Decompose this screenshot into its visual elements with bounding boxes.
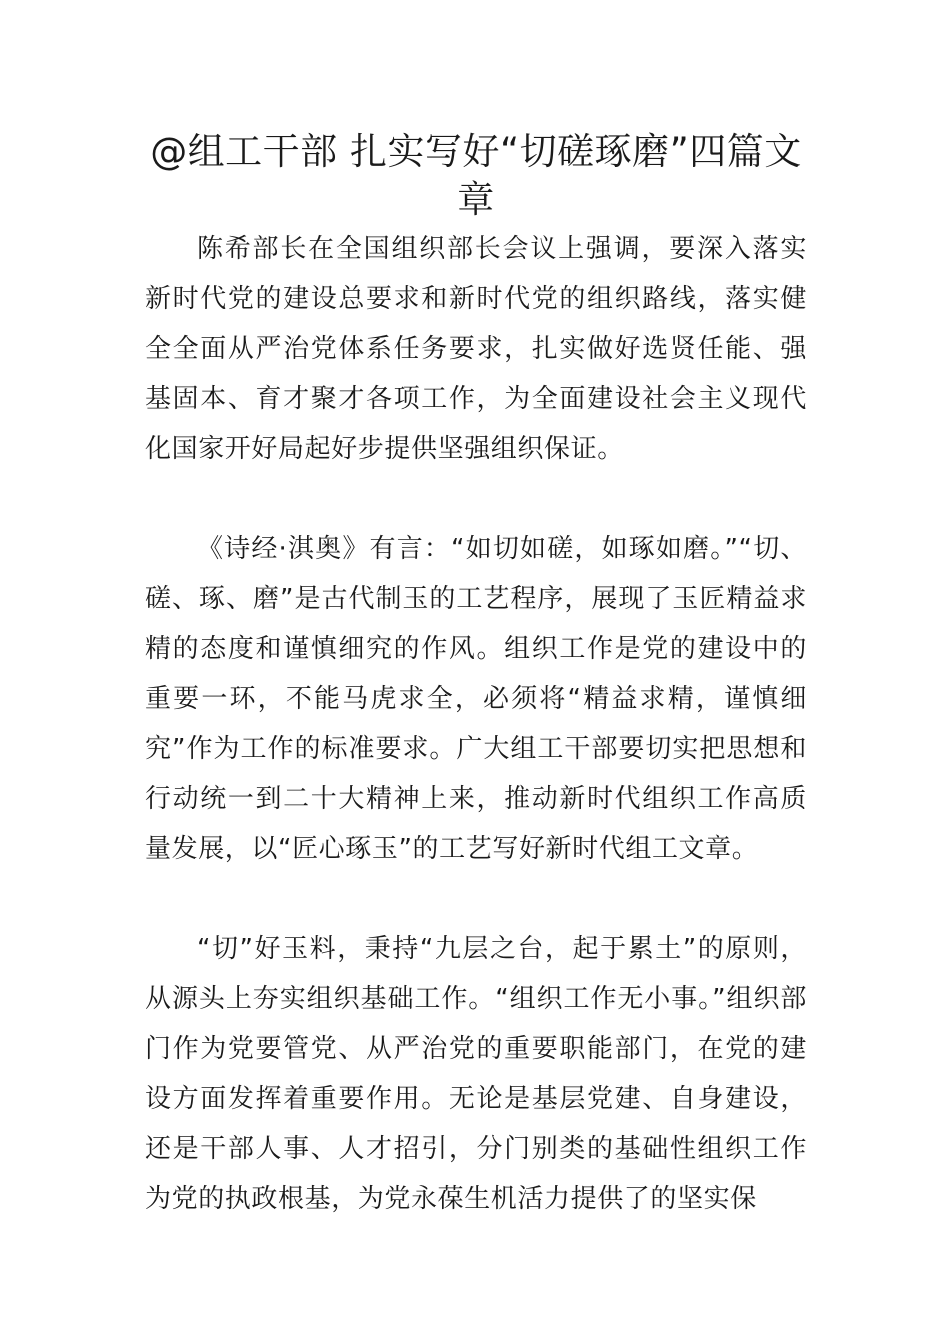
paragraph-qie: “切”好玉料，秉持“九层之台，起于累土”的原则，从源头上夯实组织基础工作。“组织工作无小事。”组织部门作为党要管党、从严治党的重要职能部门，在党的建设方面发挥着重要作用。无论是基层党建、自身建设，还是干部人事、人才招引，分门别类的基础性组织工作为党的执政根基，为党永葆生机活力提供了的坚实保 xyxy=(145,934,807,1214)
paragraph-intro: 陈希部长在全国组织部长会议上强调，要深入落实新时代党的建设总要求和新时代党的组织路线，落实健全全面从严治党体系任务要求，扎实做好选贤任能、强基固本、育才聚才各项工作，为全面建设社会主义现代化国家开好局起好步提供坚强组织保证。 xyxy=(145,234,807,464)
document-page xyxy=(145,128,807,1224)
paragraph-shijing: 《诗经·淇奥》有言：“如切如磋，如琢如磨。”“切、磋、琢、磨”是古代制玉的工艺程序，展现了玉匠精益求精的态度和谨慎细究的作风。组织工作是党的建设中的重要一环，不能马虎求全，必须将“精益求精，谨慎细究”作为工作的标准要求。广大组工干部要切实把思想和行动统一到二十大精神上来，推动新时代组织工作高质量发展，以“匠心琢玉”的工艺写好新时代组工文章。 xyxy=(145,534,807,864)
document-title: @组工干部 扎实写好“切磋琢磨”四篇文章 xyxy=(150,130,802,221)
